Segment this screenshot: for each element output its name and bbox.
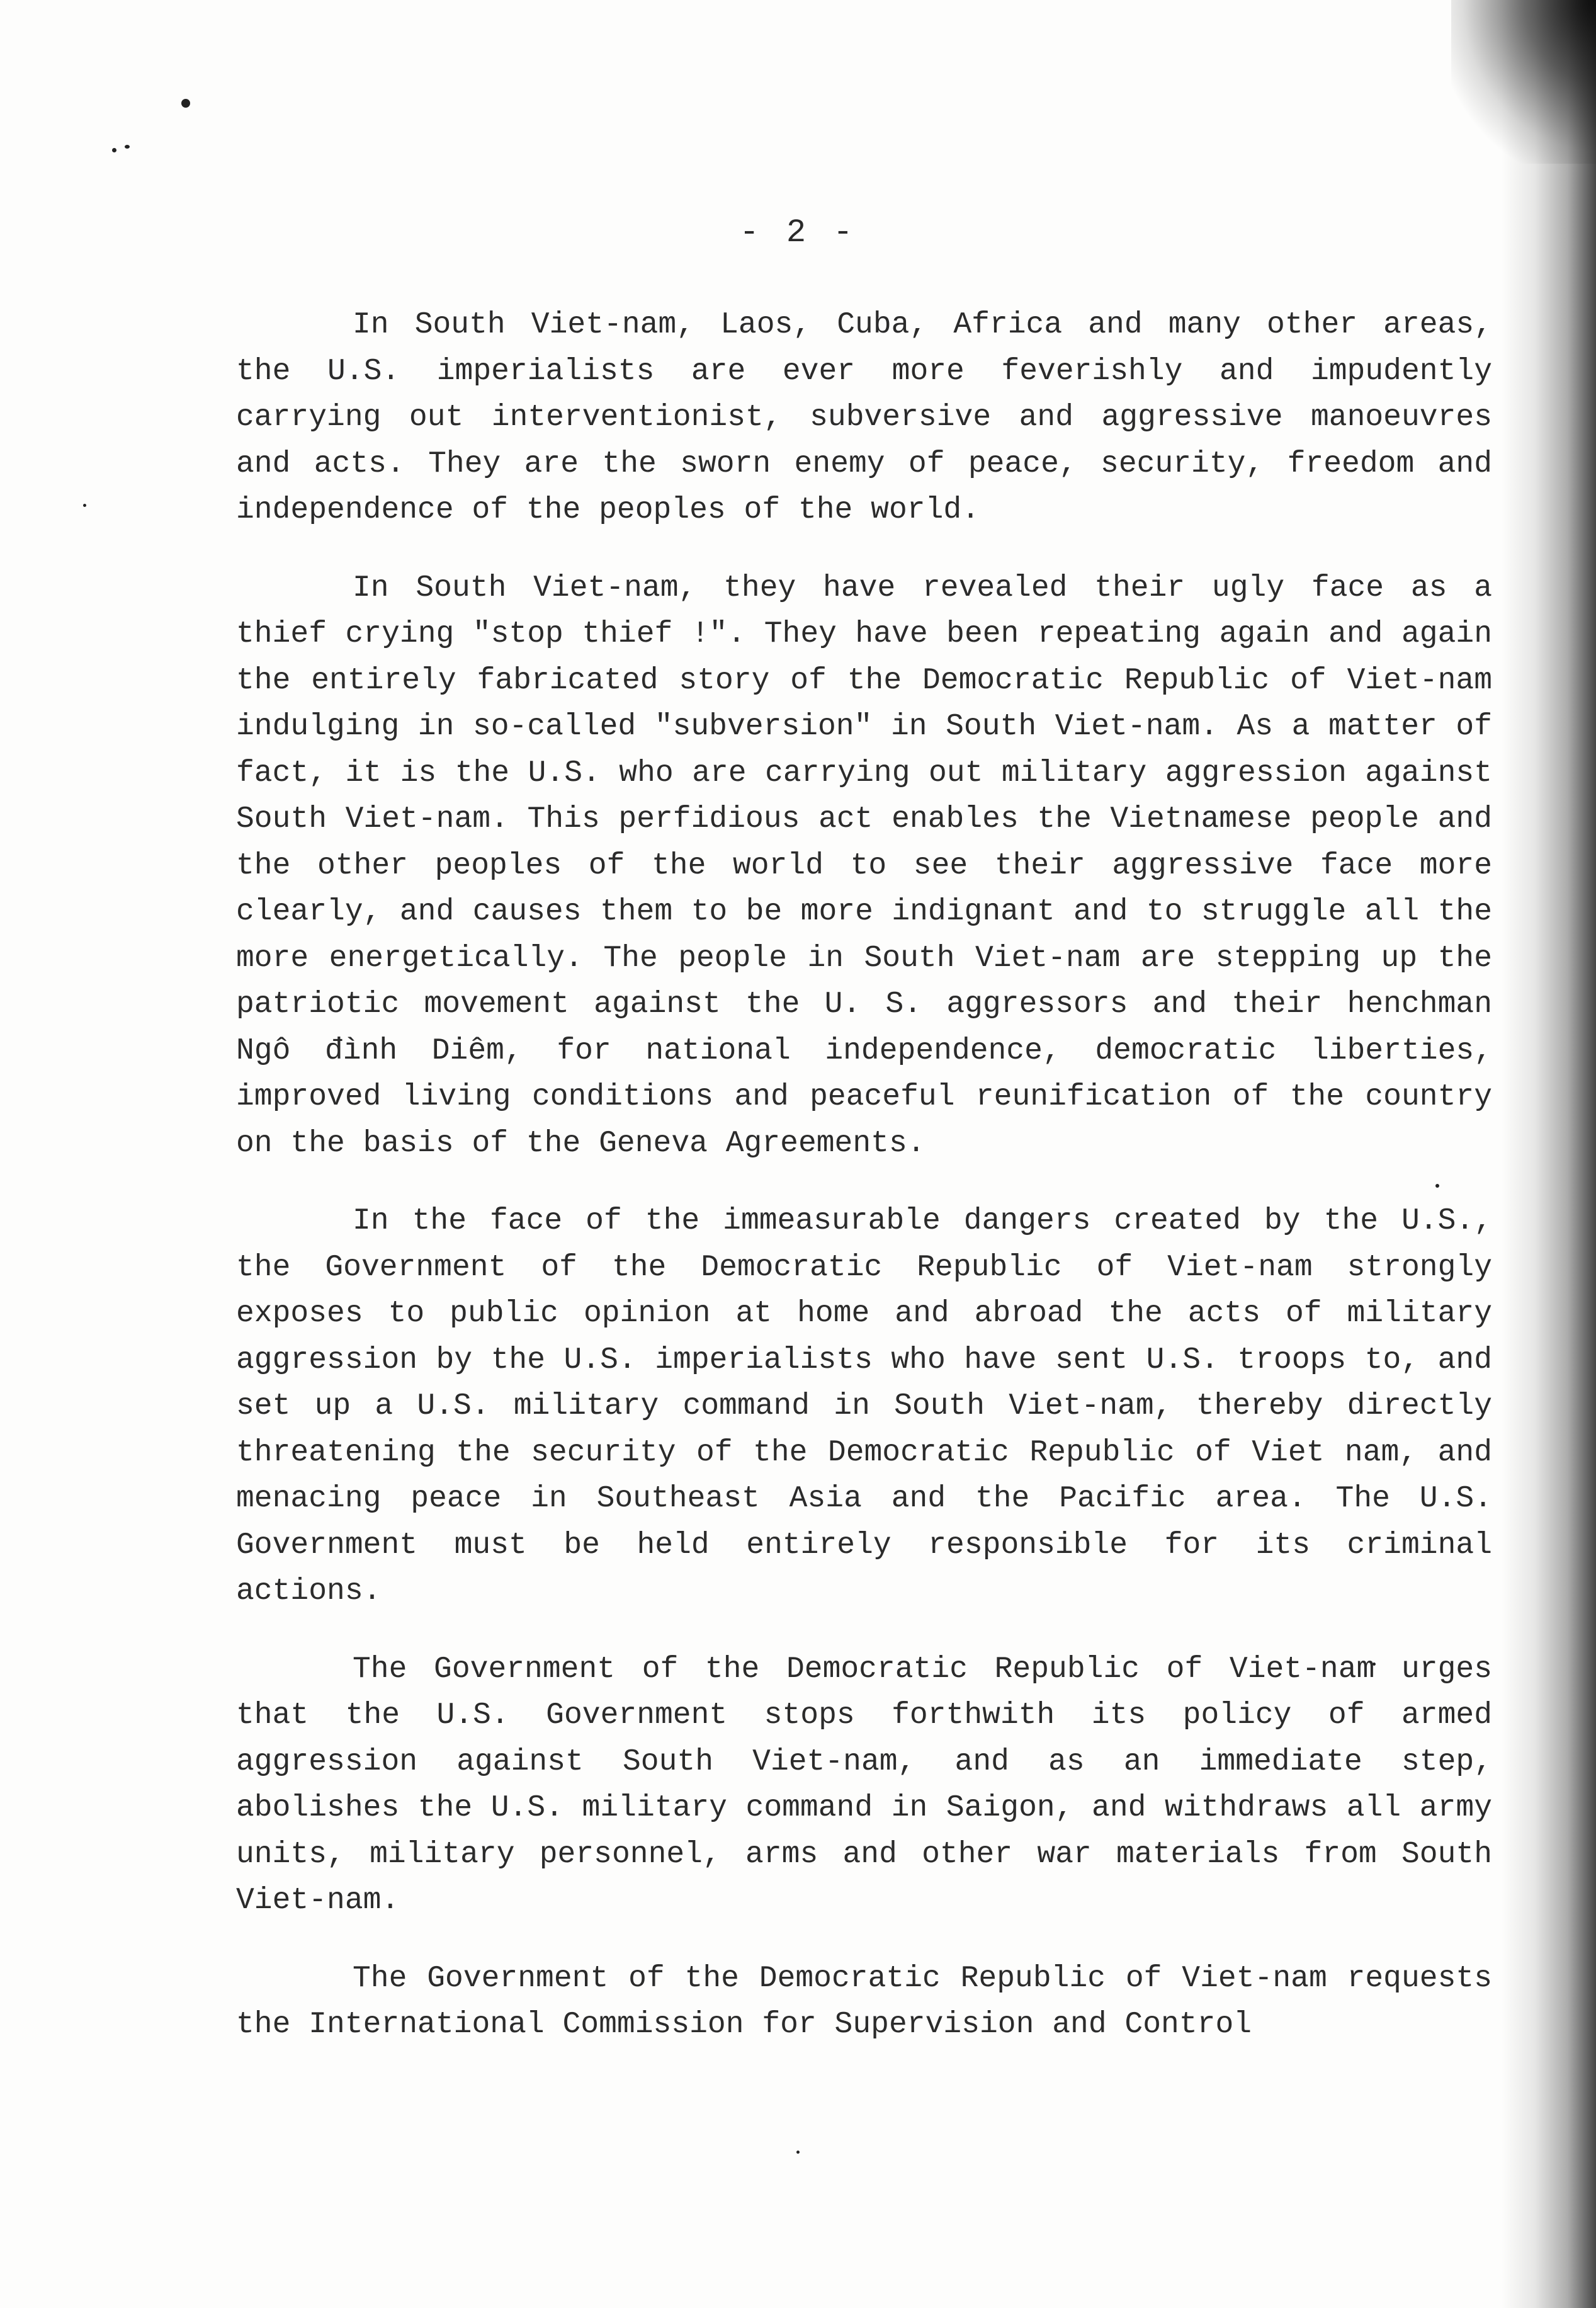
ink-speck bbox=[125, 145, 130, 149]
paragraph: The Government of the Democratic Republic of Viet-nam requests the International Commission for Supervision and Control bbox=[236, 1961, 1492, 2042]
ink-speck bbox=[112, 148, 116, 152]
paragraph: In South Viet-nam, they have revealed their ugly face as a thief crying "stop thief !". They have been repeating again and again the entirely fabricated story of the Democratic Republic of Viet-nam indulging in so-called "subversion" in South Viet-nam. As a matter of fact, it is the U.S. who are carrying out military aggression against South Viet-nam. This perfidious act enables the Vietnamese people and the other peoples of the world to see their aggressive face more clearly, and causes them to be more indignant and to struggle all the more energetically. The people in South Viet-nam are stepping up the patriotic movement against the U. S. aggressors and their henchman Ngô đình Diêm, for national independence, democratic liberties, improved living conditions and peaceful reunification of the country on the basis of the Geneva Agreements. bbox=[236, 571, 1492, 1161]
paragraph: In South Viet-nam, Laos, Cuba, Africa and many other areas, the U.S. imperialists are ever more feverishly and impudently carrying out interventionist, subversive and aggressive manoeuvres and acts. They are the sworn enemy of peace, security, freedom and independence of the peoples of the world. bbox=[236, 308, 1492, 527]
ink-speck bbox=[83, 504, 86, 507]
ink-speck bbox=[181, 99, 190, 108]
scan-corner-blot bbox=[1451, 0, 1596, 164]
body-text bbox=[236, 302, 1492, 2080]
paragraph: The Government of the Democratic Republic of Viet-nam urges that the U.S. Government stops forthwith its policy of armed aggression against South Viet-nam, and as an immediate step, abolishes the U.S. military command in Saigon, and withdraws all army units, military personnel, arms and other war materials from South Viet-nam. bbox=[236, 1652, 1492, 1918]
paragraph: In the face of the immeasurable dangers created by the U.S., the Government of the Democratic Republic of Viet-nam strongly exposes to public opinion at home and abroad the acts of military aggression by the U.S. imperialists who have sent U.S. troops to, and set up a U.S. military command in South Viet-nam, thereby directly threatening the security of the Democratic Republic of Viet nam, and menacing peace in Southeast Asia and the Pacific area. The U.S. Government must be held entirely responsible for its criminal actions. bbox=[236, 1204, 1492, 1608]
page-number: - 2 - bbox=[739, 214, 857, 251]
scan-edge-shadow bbox=[1502, 0, 1596, 2308]
ink-speck bbox=[796, 2151, 800, 2154]
